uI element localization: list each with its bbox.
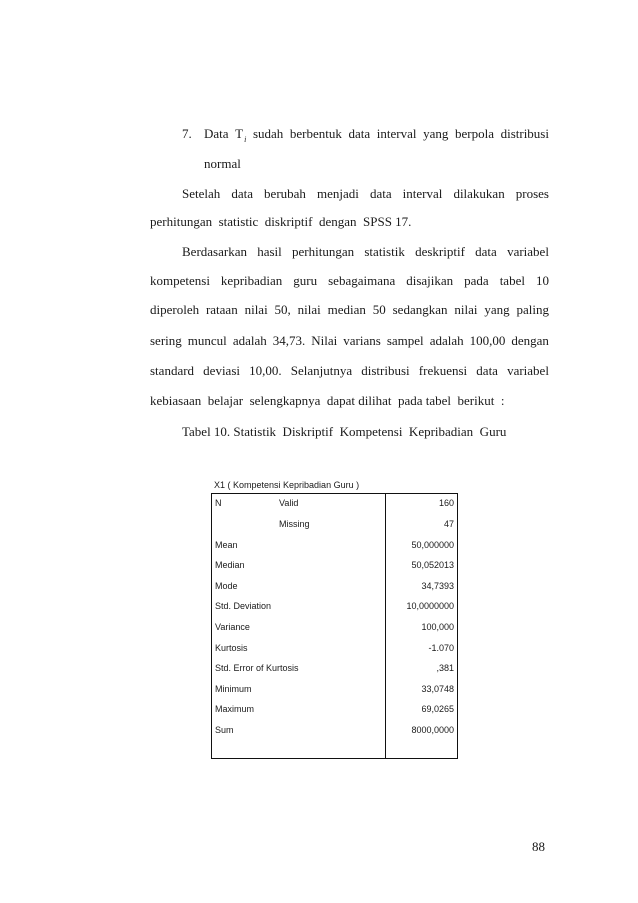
word: data (475, 244, 497, 259)
row-label: Kurtosis (215, 643, 248, 653)
word: sebagaimana (328, 273, 396, 288)
list-number-7: 7. (182, 126, 192, 141)
word: nilai (297, 302, 321, 317)
table-row (211, 618, 458, 638)
word: variabel (507, 363, 549, 378)
word: rataan (205, 302, 238, 317)
row-label: Maximum (215, 704, 255, 714)
word: berubah (264, 186, 306, 201)
row-value: 47 (443, 519, 454, 529)
para1-line2: perhitungan statistic diskriptif dengan SPSS 17. (150, 214, 412, 229)
table-row (211, 494, 458, 514)
word: sering (150, 333, 182, 348)
word: perhitungan (292, 244, 355, 259)
word: yang (423, 126, 449, 141)
para2-line1 (182, 244, 549, 260)
row-value: 10,0000000 (406, 601, 454, 611)
word: data (348, 126, 371, 141)
row-value: -1.070 (428, 643, 454, 653)
row-label: Mode (215, 581, 238, 591)
word: 100,00 (469, 333, 506, 348)
word: variabel (507, 244, 549, 259)
word: 50 (372, 302, 386, 317)
word: T (235, 126, 244, 141)
para2-line3 (150, 302, 549, 318)
word: disajikan (406, 273, 454, 288)
word: diperoleh (150, 302, 200, 317)
item7-line1 (204, 126, 549, 144)
word: paling (516, 302, 549, 317)
word: guru (293, 273, 318, 288)
word: interval (402, 186, 443, 201)
word: sampel (386, 333, 424, 348)
para2-line4 (150, 333, 549, 349)
table-title: X1 ( Kompetensi Kepribadian Guru ) (214, 480, 360, 490)
row-value: 34,7393 (421, 581, 454, 591)
word: Selanjutnya (290, 363, 353, 378)
para2-line2 (150, 273, 549, 289)
row-sublabel: Valid (279, 498, 299, 508)
table-row (211, 536, 458, 556)
word: statistik (364, 244, 405, 259)
word: pada (464, 273, 489, 288)
word: yang (484, 302, 510, 317)
word: nilai (244, 302, 268, 317)
word: adalah (429, 333, 464, 348)
word: interval (376, 126, 417, 141)
word: data (476, 363, 498, 378)
word: menjadi (316, 186, 359, 201)
word: distribusi (361, 363, 410, 378)
word: nilai (454, 302, 478, 317)
row-sublabel: Missing (279, 519, 310, 529)
word: 50, (274, 302, 291, 317)
row-label: N (215, 498, 222, 508)
word: 34,73. (272, 333, 306, 348)
word: Nilai (311, 333, 338, 348)
table-row (211, 515, 458, 535)
subscript: i (244, 135, 247, 144)
word: muncul (187, 333, 227, 348)
word: standard (150, 363, 195, 378)
item7-line2: normal (204, 156, 241, 171)
para1-line1 (182, 186, 549, 202)
word: 10 (535, 273, 549, 288)
word: deviasi (203, 363, 240, 378)
table-row (211, 659, 458, 679)
row-value: 8000,0000 (411, 725, 454, 735)
row-value: ,381 (436, 663, 454, 673)
word: 10,00. (249, 363, 282, 378)
word: berpola (454, 126, 494, 141)
word: Data (204, 126, 229, 141)
row-label: Median (215, 560, 245, 570)
row-value: 100,000 (421, 622, 454, 632)
table-row (211, 721, 458, 741)
page-number: 88 (532, 839, 545, 854)
word: dengan (511, 333, 549, 348)
word: hasil (257, 244, 282, 259)
table-row (211, 680, 458, 700)
table-row (211, 577, 458, 597)
word: data (231, 186, 253, 201)
row-label: Std. Deviation (215, 601, 272, 611)
row-label: Sum (215, 725, 234, 735)
word: median (327, 302, 366, 317)
word: deskriptif (415, 244, 465, 259)
word: Setelah (182, 186, 221, 201)
word: kepribadian (220, 273, 283, 288)
word-t-sub (235, 126, 246, 144)
table-row (211, 639, 458, 659)
para2-line5 (150, 363, 549, 379)
word: data (369, 186, 392, 201)
row-label: Minimum (215, 684, 252, 694)
row-label: Variance (215, 622, 250, 632)
row-value: 33,0748 (421, 684, 454, 694)
word: dilakukan (453, 186, 505, 201)
table-caption: Tabel 10. Statistik Diskriptif Kompetensi Kepribadian Guru (182, 424, 507, 439)
table-row (211, 700, 458, 720)
word: tabel (499, 273, 525, 288)
word: berbentuk (289, 126, 342, 141)
word: kompetensi (150, 273, 210, 288)
word: varians (343, 333, 381, 348)
para2-line6: kebiasaan belajar selengkapnya dapat dilihat pada tabel berikut : (150, 393, 505, 408)
word: frekuensi (418, 363, 468, 378)
row-value: 160 (438, 498, 454, 508)
row-value: 50,052013 (411, 560, 454, 570)
row-label: Std. Error of Kurtosis (215, 663, 299, 673)
row-label: Mean (215, 540, 238, 550)
row-value: 69,0265 (421, 704, 454, 714)
row-value: 50,000000 (411, 540, 454, 550)
table-row (211, 597, 458, 617)
word: sudah (252, 126, 284, 141)
word: adalah (232, 333, 267, 348)
word: proses (515, 186, 549, 201)
table-row (211, 556, 458, 576)
word: Berdasarkan (182, 244, 247, 259)
word: sedangkan (392, 302, 448, 317)
word: distribusi (500, 126, 549, 141)
